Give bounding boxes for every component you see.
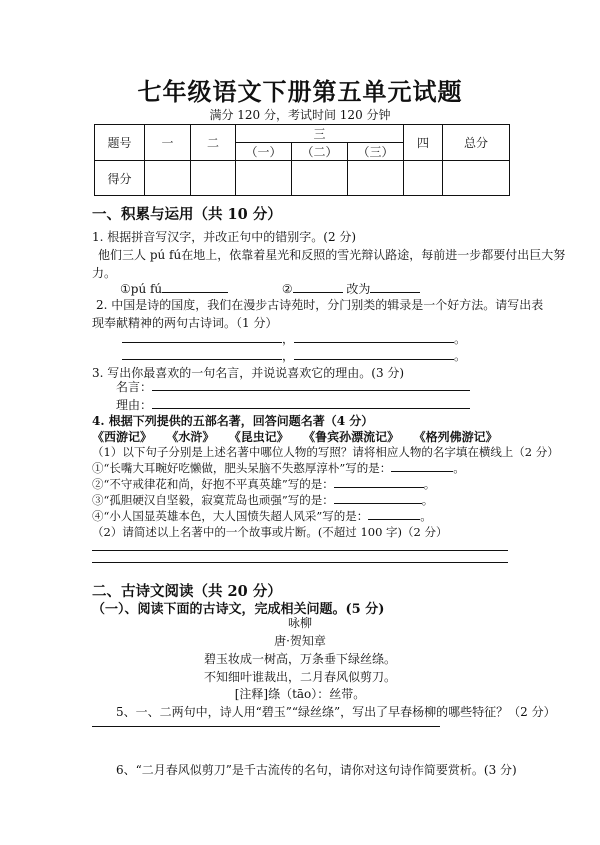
q1-text-cont: 力。 bbox=[92, 266, 117, 280]
col-three: 三 bbox=[236, 125, 404, 143]
col-four: 四 bbox=[404, 125, 443, 161]
q4-item4-row bbox=[92, 508, 432, 524]
q2-blank4[interactable] bbox=[294, 348, 454, 360]
period: 。 bbox=[453, 461, 465, 475]
comma: ， bbox=[282, 332, 295, 346]
poem-line2: 不知细叶谁裁出，二月春风似剪刀。 bbox=[203, 670, 396, 684]
answer-line[interactable] bbox=[92, 726, 440, 727]
q4-item3-row bbox=[92, 492, 433, 508]
poem-author: 唐·贺知章 bbox=[274, 634, 326, 648]
q4-item2: ②“不守戒律花和尚，好抱不平真英雄”写的是： bbox=[92, 477, 334, 491]
q3-reason-row bbox=[116, 396, 470, 413]
q1-answer-row bbox=[120, 280, 420, 297]
q1-blank2[interactable] bbox=[293, 281, 343, 293]
exam-info: 满分 120 分，考试时间 120 分钟 bbox=[209, 108, 391, 122]
period: 。 bbox=[454, 349, 467, 363]
q2-prompt-cont: 现奉献精神的两句古诗词。（1 分） bbox=[92, 316, 278, 330]
book: 《水浒》 bbox=[166, 430, 215, 444]
q4-item1: ①“长嘴大耳畹好吃懒做，肥头呆脑不失憨厚淳朴”写的是： bbox=[92, 461, 392, 475]
q4-books bbox=[92, 428, 498, 445]
q1-blank3[interactable] bbox=[370, 281, 420, 293]
q2-blank1[interactable] bbox=[122, 331, 282, 343]
q4-item1-row bbox=[92, 460, 465, 476]
q1-blank1-label: ①pú fú bbox=[120, 282, 163, 296]
col-three-sub-2: （二） bbox=[292, 143, 348, 161]
book: 《格列佛游记》 bbox=[413, 430, 498, 444]
q2-blank3[interactable] bbox=[122, 348, 282, 360]
score-cell[interactable] bbox=[404, 161, 443, 196]
q2-answer-row1 bbox=[122, 330, 466, 347]
q2-prompt: 2. 中国是诗的国度，我们在漫步古诗苑时，分门别类的辑录是一个好方法。请写出表 bbox=[96, 298, 544, 312]
q4-item4-blank[interactable] bbox=[368, 508, 420, 520]
col-total: 总分 bbox=[443, 125, 510, 161]
section2-heading: 二、古诗文阅读（共 20 分） bbox=[92, 583, 282, 600]
q3-reason-label: 理由： bbox=[116, 398, 153, 412]
score-cell[interactable] bbox=[191, 161, 236, 196]
col-three-sub-1: （一） bbox=[236, 143, 292, 161]
score-table bbox=[94, 124, 510, 196]
col-three-sub-3: （三） bbox=[348, 143, 404, 161]
q3-quote-label: 名言： bbox=[116, 380, 153, 394]
q1-blank1[interactable] bbox=[162, 281, 228, 293]
q4-sub2: （2）请简述以上名著中的一个故事或片断。(不超过 100 字)（2 分） bbox=[92, 525, 448, 539]
period: 。 bbox=[420, 509, 432, 523]
book: 《鲁宾孙漂流记》 bbox=[303, 430, 400, 444]
col-two: 二 bbox=[191, 125, 236, 161]
score-cell[interactable] bbox=[443, 161, 510, 196]
q4-item2-blank[interactable] bbox=[334, 476, 424, 488]
poem-line1: 碧玉妆成一树高，万条垂下绿丝绦。 bbox=[203, 652, 396, 666]
q3-quote-row bbox=[116, 378, 470, 395]
q4-item2-row bbox=[92, 476, 435, 492]
q6-prompt: 6、“二月春风似剪刀”是千古流传的名句，请你对这句诗作简要赏析。(3 分) bbox=[116, 763, 517, 777]
col-one: 一 bbox=[145, 125, 191, 161]
q3-reason-blank[interactable] bbox=[152, 397, 470, 409]
q2-blank2[interactable] bbox=[294, 331, 454, 343]
q2-answer-row2 bbox=[122, 347, 466, 364]
answer-line[interactable] bbox=[92, 550, 508, 551]
book: 《西游记》 bbox=[92, 430, 153, 444]
q1-blank2-label: ② bbox=[281, 282, 293, 296]
score-cell[interactable] bbox=[292, 161, 348, 196]
q1-prompt: 1. 根据拼音写汉字，并改正句中的错别字。(2 分) bbox=[92, 230, 357, 244]
row-label-score: 得分 bbox=[95, 161, 145, 196]
q4-prompt: 4. 根据下列提供的五部名著，回答问题名著（4 分） bbox=[92, 414, 374, 428]
q1-blank2-mid: 改为 bbox=[346, 282, 371, 296]
q1-text: 他们三人 pú fú在地上，依靠着星光和反照的雪光辩认路途，每前进一步都要付出巨大努 bbox=[98, 248, 566, 262]
q4-item1-blank[interactable] bbox=[391, 460, 453, 472]
q4-item3: ③“孤胆硬汉自坚毅，寂寞荒岛也顽强”写的是： bbox=[92, 493, 334, 507]
score-cell[interactable] bbox=[348, 161, 404, 196]
period: 。 bbox=[421, 493, 434, 507]
score-cell[interactable] bbox=[145, 161, 191, 196]
q3-prompt: 3. 写出你最喜欢的一句名言，并说说喜欢它的理由。(3 分) bbox=[92, 366, 405, 380]
book: 《昆虫记》 bbox=[228, 430, 289, 444]
period: 。 bbox=[423, 477, 436, 491]
q4-item4: ④“小人国显英雄本色，大人国愤失超人风采”写的是： bbox=[92, 509, 369, 523]
poem-title: 咏柳 bbox=[287, 616, 312, 630]
row-label-question-no: 题号 bbox=[95, 125, 145, 161]
period: 。 bbox=[454, 332, 467, 346]
page-title: 七年级语文下册第五单元试题 bbox=[137, 77, 463, 106]
poem-note: [注释]绦（tāo）：丝带。 bbox=[234, 687, 366, 701]
q3-quote-blank[interactable] bbox=[152, 379, 470, 391]
q5-prompt: 5、一、二两句中，诗人用“碧玉”“绿丝绦”，写出了早春杨柳的哪些特征？（2 分） bbox=[116, 705, 556, 719]
section2-sub-heading: （一）、阅读下面的古诗文，完成相关问题。(5 分) bbox=[92, 602, 385, 617]
q4-item3-blank[interactable] bbox=[334, 492, 422, 504]
section1-heading: 一、积累与运用（共 10 分） bbox=[92, 206, 282, 223]
score-cell[interactable] bbox=[236, 161, 292, 196]
comma: ， bbox=[282, 349, 295, 363]
q4-sub1: （1）以下句子分别是上述名著中哪位人物的写照？请将相应人物的名字填在横线上（2 分） bbox=[92, 445, 559, 459]
answer-line[interactable] bbox=[92, 562, 508, 563]
